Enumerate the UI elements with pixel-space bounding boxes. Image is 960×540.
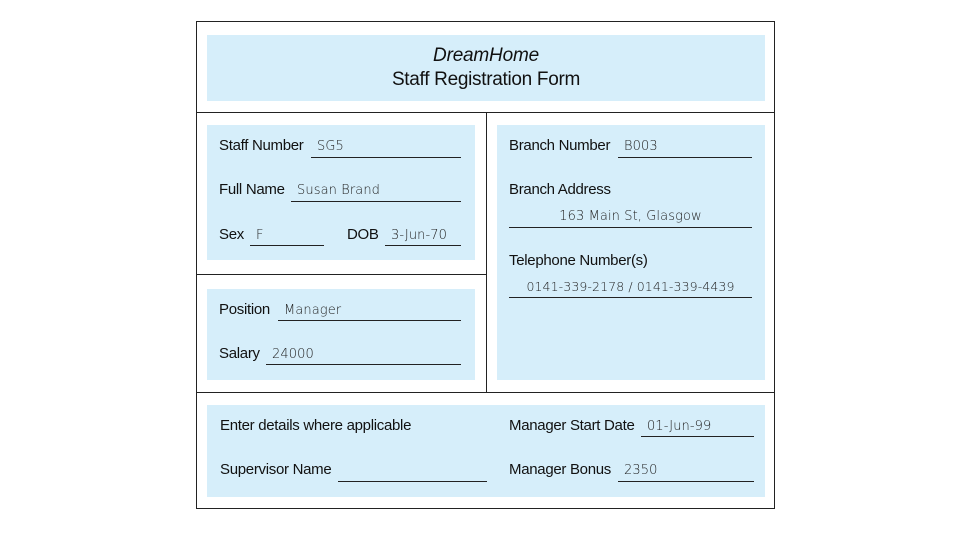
full-name-value[interactable]: Susan Brand	[297, 183, 381, 198]
dob-label: DOB	[347, 226, 379, 243]
full-name-label: Full Name	[219, 181, 285, 198]
manager-bonus-value[interactable]: 2350	[624, 463, 658, 478]
branch-number-label: Branch Number	[509, 137, 611, 154]
sex-label: Sex	[219, 226, 244, 243]
staff-number-value[interactable]: SG5	[317, 139, 344, 154]
supervisor-name-field[interactable]	[338, 481, 487, 482]
branch-address-label: Branch Address	[509, 181, 611, 198]
branch-number-value[interactable]: B003	[624, 139, 658, 154]
position-field[interactable]	[278, 320, 461, 321]
telephone-label: Telephone Number(s)	[509, 252, 648, 269]
supervisor-name-label: Supervisor Name	[220, 461, 332, 478]
position-label: Position	[219, 301, 270, 318]
manager-start-date-field[interactable]	[641, 436, 754, 437]
salary-field[interactable]	[266, 364, 461, 365]
form-title: Staff Registration Form	[391, 69, 581, 90]
branch-number-field[interactable]	[618, 157, 752, 158]
company-name: DreamHome	[433, 45, 539, 66]
dob-value[interactable]: 3-Jun-70	[391, 228, 448, 243]
position-value[interactable]: Manager	[284, 303, 342, 318]
salary-label: Salary	[219, 345, 260, 362]
dob-field[interactable]	[385, 245, 461, 246]
column-divider	[486, 112, 487, 393]
branch-address-value[interactable]: 163 Main St, Glasgow	[559, 209, 702, 224]
full-name-field[interactable]	[291, 201, 461, 202]
branch-address-field[interactable]	[509, 227, 752, 228]
sex-value[interactable]: F	[256, 228, 264, 243]
salary-value[interactable]: 24000	[272, 347, 314, 362]
staff-number-field[interactable]	[311, 157, 461, 158]
manager-start-date-value[interactable]: 01-Jun-99	[647, 419, 712, 434]
manager-bonus-field[interactable]	[618, 481, 754, 482]
manager-start-date-label: Manager Start Date	[509, 417, 635, 434]
left-section-divider	[196, 274, 487, 275]
staff-number-label: Staff Number	[219, 137, 304, 154]
manager-bonus-label: Manager Bonus	[509, 461, 612, 478]
sex-field[interactable]	[250, 245, 324, 246]
telephone-field[interactable]	[509, 297, 752, 298]
instruction-text: Enter details where applicable	[220, 417, 412, 434]
telephone-value[interactable]: 0141-339-2178 / 0141-339-4439	[526, 279, 735, 294]
